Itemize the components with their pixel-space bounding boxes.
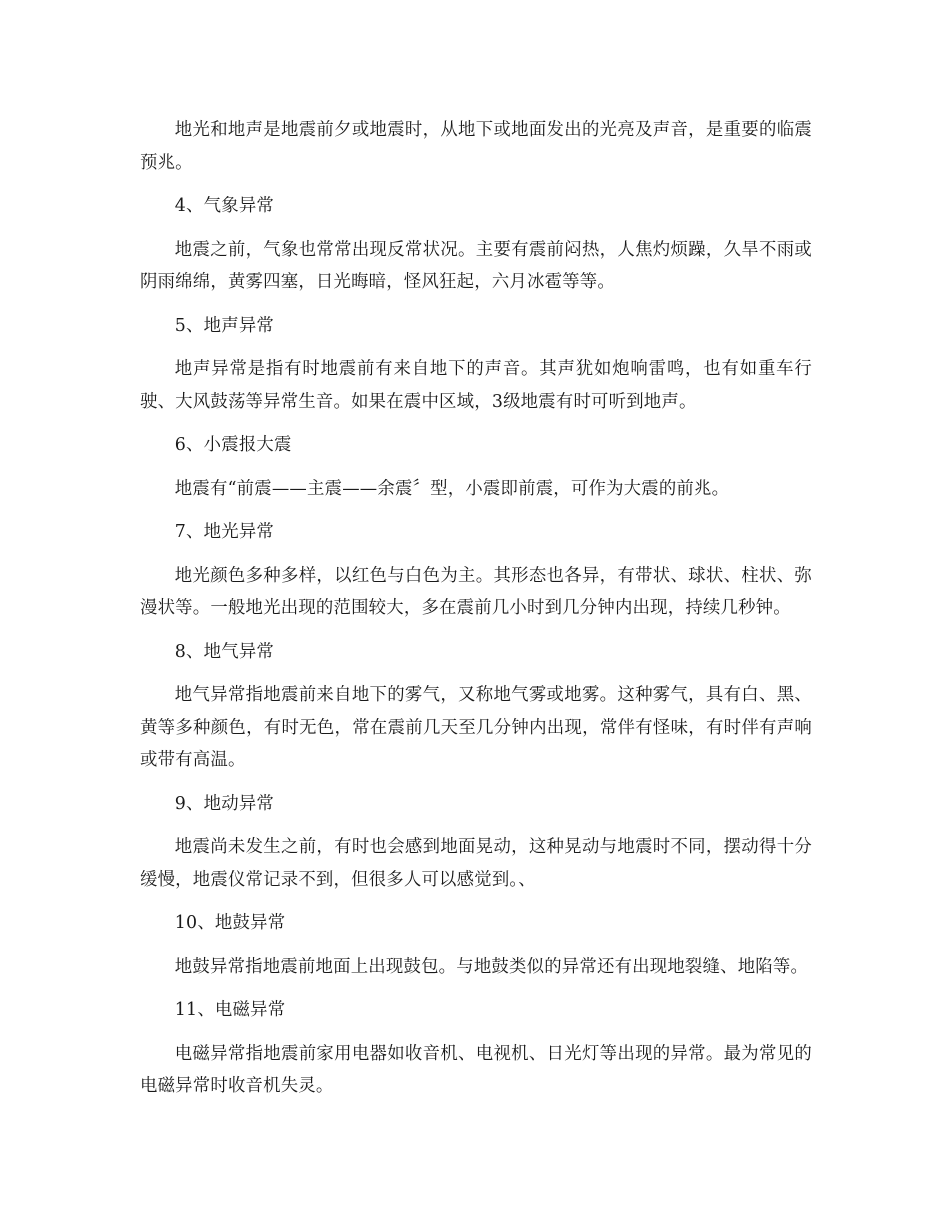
- section-heading-foreshock: 6、小震报大震: [174, 435, 292, 455]
- section-heading-electromagnetic: 11、电磁异常: [174, 1000, 286, 1020]
- section-heading-weather: 4、气象异常: [174, 196, 275, 216]
- paragraph-ground-bulge: 地鼓异常指地震前地面上出现鼓包。与地鼓类似的异常还有出现地裂缝、地陷等。: [174, 956, 809, 977]
- document-body: [140, 114, 812, 1114]
- section-heading-ground-motion: 9、地动异常: [174, 793, 275, 814]
- paragraph-ground-light-sound: 地光和地声是地震前夕或地震时，从地下或地面发出的光亮及声音，是重要的临震预兆。: [140, 120, 812, 173]
- paragraph-electromagnetic: 电磁异常指地震前家用电器如收音机、电视机、日光灯等出现的异常。最为常见的电磁异常时收音机失灵。: [140, 1043, 812, 1096]
- section-heading-ground-light: 7、地光异常: [174, 522, 275, 542]
- section-heading-ground-bulge: 10、地鼓异常: [174, 913, 286, 933]
- paragraph-ground-light: 地光颜色多种多样，以红色与白色为主。其形态也各异，有带状、球状、柱状、弥漫状等。一般地光出现的范围较大，多在震前几小时到几分钟内出现，持续几秒钟。: [140, 565, 812, 618]
- paragraph-ground-gas: 地气异常指地震前来自地下的雾气，又称地气雾或地雾。这种雾气，具有白、黑、黄等多种颜色，有时无色，常在震前几天至几分钟内出现，常伴有怪味，有时伴有声响或带有高温。: [140, 685, 812, 770]
- paragraph-ground-sound: 地声异常是指有时地震前有来自地下的声音。其声犹如炮响雷鸣，也有如重车行驶、大风鼓荡等异常生音。如果在震中区域，3级地震有时可听到地声。: [140, 359, 812, 412]
- section-heading-ground-gas: 8、地气异常: [174, 641, 275, 662]
- paragraph-weather: 地震之前，气象也常常出现反常状况。主要有震前闷热，人焦灼烦躁，久旱不雨或阴雨绵绵，黄雾四塞，日光晦暗，怪风狂起，六月冰雹等等。: [140, 239, 812, 292]
- paragraph-foreshock: 地震有“前震——主震——余震〞型，小震即前震，可作为大震的前兆。: [174, 478, 730, 499]
- paragraph-ground-motion: 地震尚未发生之前，有时也会感到地面晃动，这种晃动与地震时不同，摆动得十分缓慢，地震仪常记录不到，但很多人可以感觉到。、: [140, 837, 812, 890]
- section-heading-ground-sound: 5、地声异常: [174, 315, 275, 336]
